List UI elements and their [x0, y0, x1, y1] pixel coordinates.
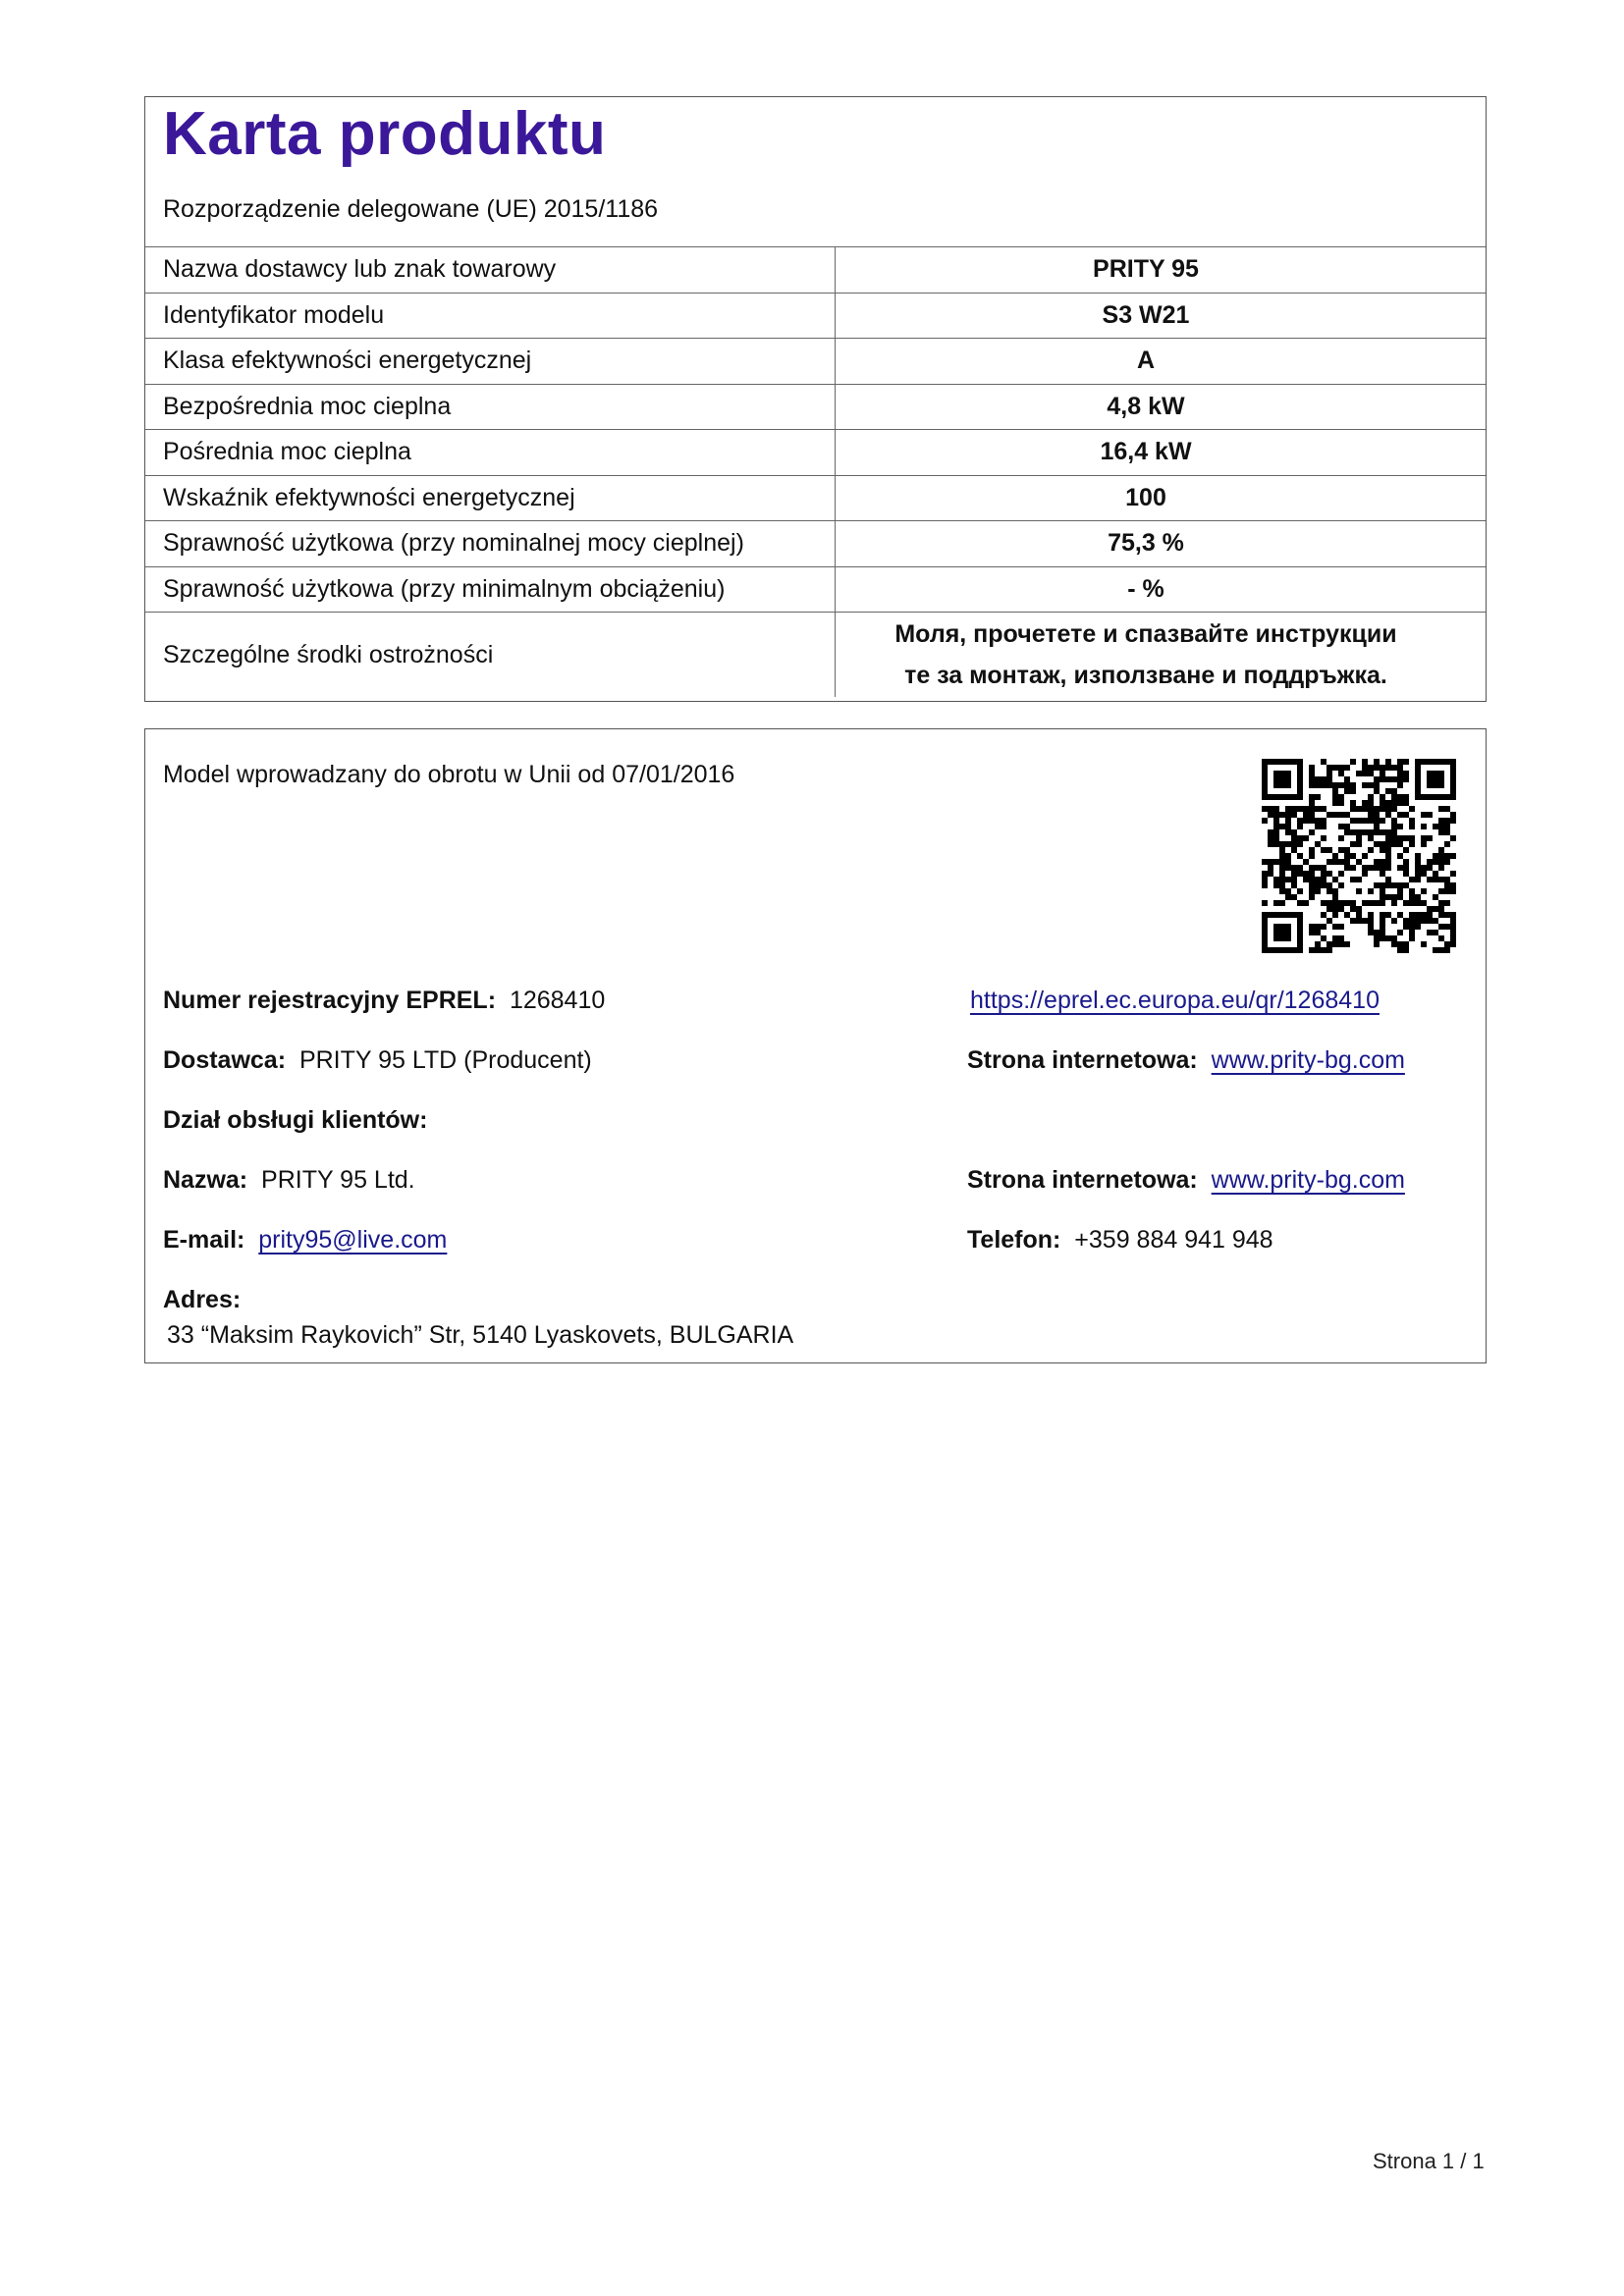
table-row	[145, 293, 1486, 339]
phone-line	[967, 1226, 1273, 1255]
email-link[interactable]: prity95@live.com	[258, 1226, 448, 1254]
row-value: - %	[836, 566, 1487, 613]
name-line	[163, 1166, 415, 1195]
website-line	[967, 1046, 1405, 1075]
supplier-line	[163, 1046, 592, 1075]
eprel-number: 1268410	[509, 987, 606, 1014]
table-row	[145, 247, 1486, 294]
page-number: Strona 1 / 1	[1373, 2149, 1485, 2173]
qr-code-icon	[1262, 759, 1456, 953]
name-label: Nazwa:	[163, 1166, 248, 1194]
row-value: 16,4 kW	[836, 430, 1487, 476]
table-row	[145, 384, 1486, 430]
eprel-label: Numer rejestracyjny EPREL:	[163, 987, 497, 1014]
table-row	[145, 475, 1486, 521]
product-card	[144, 96, 1487, 702]
row-value: A	[836, 339, 1487, 385]
customer-service-heading: Dział obsługi klientów:	[163, 1106, 428, 1134]
table-row	[145, 613, 1486, 698]
row-label: Sprawność użytkowa (przy nominalnej mocy cieplnej)	[145, 521, 836, 567]
table-row	[145, 566, 1486, 613]
row-value: 4,8 kW	[836, 384, 1487, 430]
row-label: Sprawność użytkowa (przy minimalnym obciążeniu)	[145, 566, 836, 613]
spec-table	[145, 246, 1486, 697]
table-row	[145, 430, 1486, 476]
eprel-link[interactable]: https://eprel.ec.europa.eu/qr/1268410	[970, 987, 1380, 1014]
phone-label: Telefon:	[967, 1226, 1061, 1254]
table-row	[145, 521, 1486, 567]
row-value-line: те за монтаж, използване и поддръжка.	[904, 662, 1387, 689]
name-value: PRITY 95 Ltd.	[261, 1166, 415, 1194]
website2-line	[967, 1166, 1405, 1195]
row-value-line: Моля, прочетете и спазвайте инструкции	[894, 620, 1397, 648]
website2-link[interactable]: www.prity-bg.com	[1211, 1166, 1405, 1194]
website2-label: Strona internetowa:	[967, 1166, 1198, 1194]
row-label: Identyfikator modelu	[145, 293, 836, 339]
row-label: Klasa efektywności energetycznej	[145, 339, 836, 385]
website-link[interactable]: www.prity-bg.com	[1211, 1046, 1405, 1074]
email-label: E-mail:	[163, 1226, 245, 1254]
row-label: Szczególne środki ostrożności	[145, 613, 836, 698]
table-row	[145, 339, 1486, 385]
row-label: Nazwa dostawcy lub znak towarowy	[145, 247, 836, 294]
row-label: Pośrednia moc cieplna	[145, 430, 836, 476]
row-value	[836, 613, 1487, 698]
regulation-subtitle: Rozporządzenie delegowane (UE) 2015/1186	[163, 195, 659, 223]
row-value: S3 W21	[836, 293, 1487, 339]
page-title: Karta produktu	[163, 100, 607, 168]
market-date-text: Model wprowadzany do obrotu w Unii od 07/01/2016	[163, 761, 735, 788]
supplier-value: PRITY 95 LTD (Producent)	[298, 1046, 592, 1074]
eprel-line	[163, 987, 605, 1015]
row-value: 75,3 %	[836, 521, 1487, 567]
address-value: 33 “Maksim Raykovich” Str, 5140 Lyaskovets, BULGARIA	[167, 1321, 794, 1349]
row-label: Bezpośrednia moc cieplna	[145, 384, 836, 430]
row-value: 100	[836, 475, 1487, 521]
address-label: Adres:	[163, 1286, 242, 1313]
row-label: Wskaźnik efektywności energetycznej	[145, 475, 836, 521]
supplier-info-box	[144, 728, 1487, 1363]
email-line	[163, 1226, 447, 1255]
supplier-label: Dostawca:	[163, 1046, 287, 1074]
phone-value: +359 884 941 948	[1074, 1226, 1273, 1254]
website-label: Strona internetowa:	[967, 1046, 1198, 1074]
row-value: PRITY 95	[836, 247, 1487, 294]
